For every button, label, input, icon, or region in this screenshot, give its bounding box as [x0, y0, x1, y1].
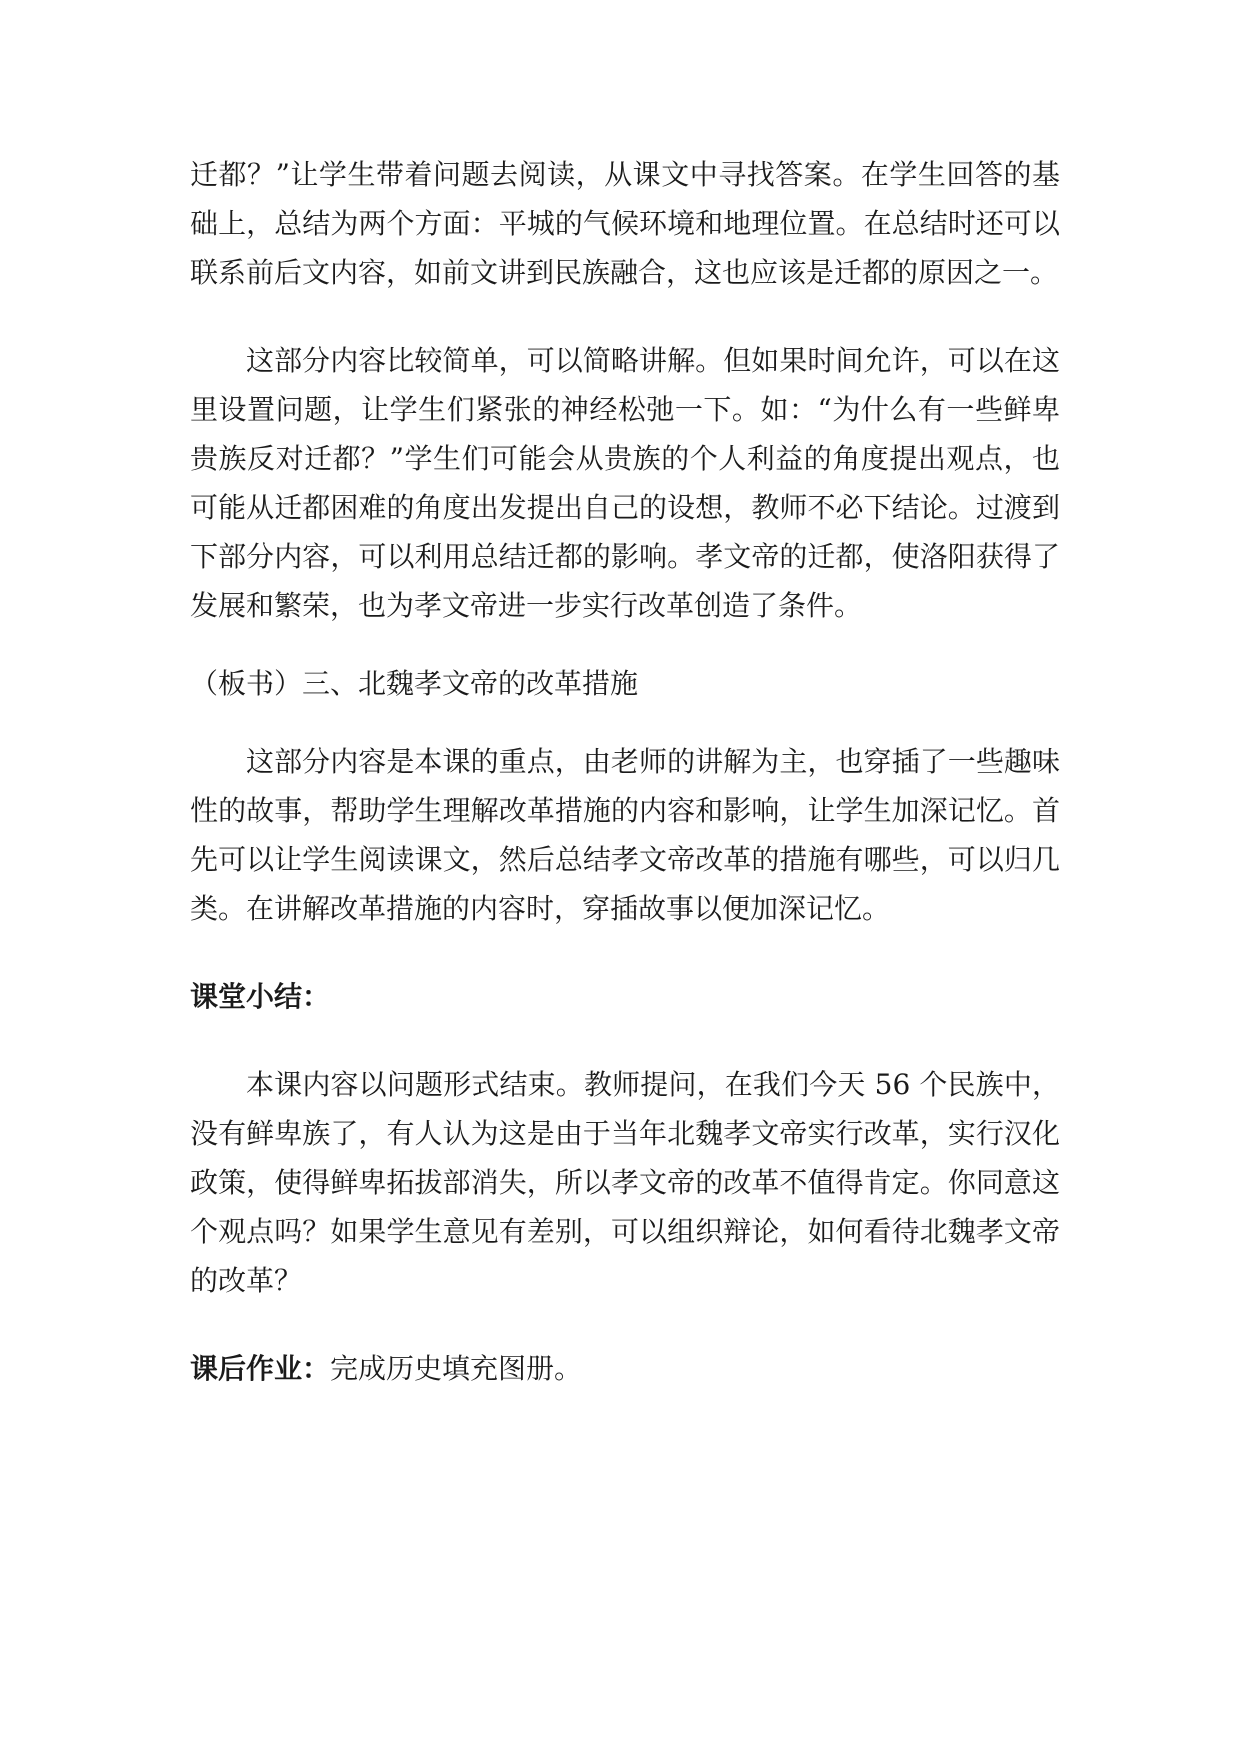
homework-label: 课后作业：	[190, 1352, 331, 1385]
homework-line	[190, 1344, 1060, 1393]
paragraph-reform-measures: 这部分内容是本课的重点，由老师的讲解为主，也穿插了一些趣味性的故事，帮助学生理解改革措施的内容和影响，让学生加深记忆。首先可以让学生阅读课文，然后总结孝文帝改革的措施有哪些，可以归几类。在讲解改革措施的内容时，穿插故事以便加深记忆。	[190, 745, 1060, 925]
paragraph-migration-discussion: 这部分内容比较简单，可以简略讲解。但如果时间允许，可以在这里设置问题，让学生们紧张的神经松弛一下。如：“为什么有一些鲜卑贵族反对迁都？”学生们可能会从贵族的个人利益的角度提出观点，也可能从迁都困难的角度出发提出自己的设想，教师不必下结论。过渡到下部分内容，可以利用总结迁都的影响。孝文帝的迁都，使洛阳获得了发展和繁荣，也为孝文帝进一步实行改革创造了条件。	[190, 344, 1060, 622]
paragraph-migration-reasons: 迁都？”让学生带着问题去阅读，从课文中寻找答案。在学生回答的基础上，总结为两个方面：平城的气候环境和地理位置。在总结时还可以联系前后文内容，如前文讲到民族融合，这也应该是迁都的原因之一。	[190, 158, 1060, 289]
paragraph-summary: 本课内容以问题形式结束。教师提问，在我们今天 56 个民族中，没有鲜卑族了，有人认为这是由于当年北魏孝文帝实行改革，实行汉化政策，使得鲜卑拓拔部消失，所以孝文帝的改革不值得肯定。你同意这个观点吗？如果学生意见有差别，可以组织辩论，如何看待北魏孝文帝的改革？	[190, 1068, 1060, 1297]
summary-heading: 课堂小结：	[190, 980, 331, 1013]
board-heading: （板书）三、北魏孝文帝的改革措施	[190, 667, 639, 700]
homework-text: 完成历史填充图册。	[330, 1352, 583, 1385]
document-page	[190, 150, 1060, 1393]
